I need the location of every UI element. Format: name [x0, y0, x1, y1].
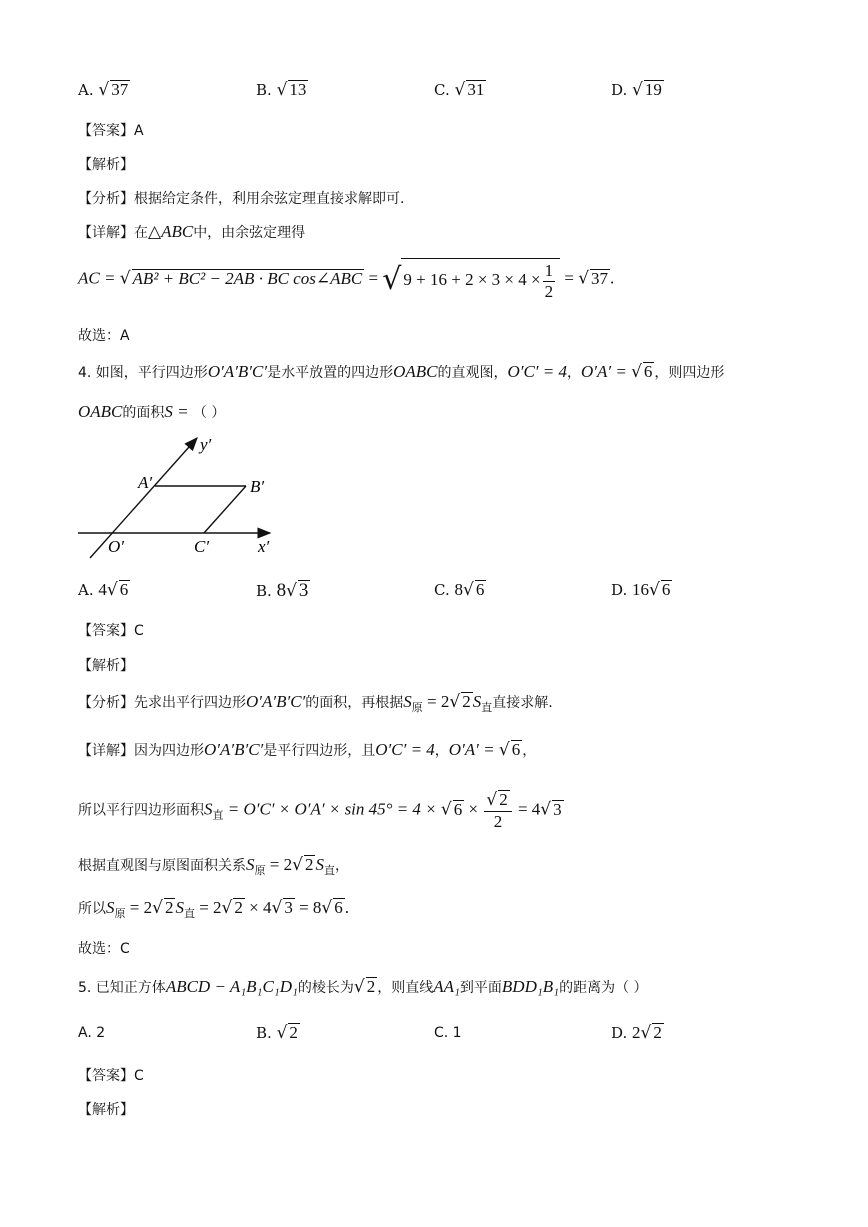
text: 的棱长为	[297, 980, 354, 996]
q4-answer: 【答案】C	[78, 623, 144, 639]
q5-option-c: C. 1	[434, 1025, 462, 1041]
q5-answer: 【答案】C	[78, 1068, 144, 1084]
sqrt-icon: √	[449, 692, 461, 712]
q3-choice: 故选：A	[78, 328, 130, 344]
sqrt-icon: √	[640, 1023, 652, 1043]
sqrt-icon: √	[292, 855, 303, 875]
q3-detail	[78, 222, 305, 242]
sqrt-icon: √	[106, 580, 118, 600]
math: O′A′ =	[581, 362, 632, 381]
math: S	[204, 799, 213, 819]
math: 2	[366, 977, 376, 996]
math: S	[175, 898, 184, 917]
option-value: 3	[298, 580, 309, 601]
math: O′C′ = 4	[507, 362, 567, 381]
q4-option-b	[256, 580, 310, 602]
math: = 2	[194, 898, 222, 917]
sqrt-icon: √	[578, 268, 590, 289]
label-x: x′	[258, 537, 270, 556]
option-label: D.	[611, 581, 628, 599]
option-label: C.	[434, 81, 450, 99]
denominator: 2	[544, 281, 554, 301]
math: 2	[304, 855, 314, 874]
equals: =	[364, 268, 383, 288]
sqrt-icon: √	[498, 740, 510, 760]
text: 【详解】因为四边形	[78, 743, 204, 759]
sqrt-icon: √	[454, 80, 466, 100]
edge-b-c	[204, 486, 246, 533]
text: ，则直线	[377, 980, 434, 996]
option-label: A.	[78, 81, 94, 99]
subscript: 原	[114, 906, 126, 920]
option-coef: 16	[632, 580, 650, 599]
math: 2	[164, 898, 174, 917]
text: ，	[567, 365, 581, 381]
text: 【详解】在	[78, 225, 148, 241]
math: O′A′B′C′	[207, 362, 268, 381]
subscript: 原	[254, 863, 266, 877]
text: 中，由余弦定理得	[193, 225, 306, 241]
sqrt-icon: √	[98, 80, 110, 100]
math: 3	[284, 898, 293, 917]
option-value: 6	[119, 580, 129, 599]
sqrt-icon: √	[152, 898, 163, 918]
text: ，	[522, 743, 537, 759]
math: 3	[553, 799, 562, 819]
q5-option-a: A. 2	[78, 1025, 106, 1041]
math: 6	[511, 740, 521, 759]
q4-figure	[70, 430, 290, 565]
sqrt-icon: √	[321, 898, 333, 918]
math: S =	[164, 402, 193, 421]
subscript: 直	[212, 808, 224, 822]
q4-area	[78, 790, 564, 831]
option-coef: 4	[98, 580, 107, 599]
math: O′C′ = 4	[375, 740, 435, 759]
option-value: 2	[289, 1023, 298, 1042]
math: S	[472, 692, 482, 711]
math: S	[106, 898, 115, 917]
sqrt-icon: √	[463, 580, 474, 600]
sqrt-icon: √	[649, 580, 660, 600]
option-value: 31	[467, 80, 485, 99]
denominator: 2	[493, 811, 503, 831]
text: ，	[434, 743, 449, 759]
q3-option-b	[256, 80, 308, 100]
label-o: O′	[108, 537, 124, 556]
math: ABCD − A₁B₁C₁D₁	[165, 977, 298, 996]
math: = 8	[294, 898, 322, 917]
math: 2	[462, 692, 471, 711]
option-value: 6	[475, 580, 485, 599]
sqrt-icon: √	[353, 977, 365, 997]
math: △ABC	[148, 222, 194, 241]
sqrt-icon: √	[221, 898, 233, 918]
q3-option-a	[78, 80, 130, 100]
math: = 4	[513, 799, 541, 819]
text: 5. 已知正方体	[78, 980, 166, 996]
q5-jiexi-heading: 【解析】	[78, 1102, 134, 1118]
formula-lhs: AC =	[78, 268, 120, 288]
q4-relation	[78, 855, 349, 878]
sqrt-icon: √	[382, 262, 402, 298]
option-label: B.	[256, 582, 272, 600]
text: 所以	[78, 901, 106, 917]
sqrt-icon: √	[486, 790, 498, 810]
fraction	[484, 790, 511, 831]
label-y: y′	[200, 435, 212, 454]
q4-detail	[78, 740, 536, 760]
label-b: B′	[250, 477, 265, 496]
equals: =	[560, 268, 579, 288]
option-value: 2	[653, 1023, 662, 1042]
math: ×	[464, 799, 483, 819]
sqrt-icon: √	[632, 80, 643, 100]
q4-jiexi-heading: 【解析】	[78, 658, 134, 674]
q4-option-a	[78, 580, 130, 600]
formula-radicand: AB² + BC² − 2AB · BC cos∠ABC	[132, 268, 363, 288]
math: = 2	[422, 692, 450, 711]
math: .	[344, 898, 349, 917]
math: BDD₁B₁	[501, 977, 560, 996]
text: 根据直观图与原图面积关系	[78, 858, 246, 874]
math: O′A′ =	[448, 740, 499, 759]
math: S	[403, 692, 412, 711]
math: AA₁	[433, 977, 460, 996]
subscript: 直	[323, 863, 335, 877]
text: 到平面	[459, 980, 502, 996]
text: 是平行四边形，且	[263, 743, 376, 759]
sqrt-icon: √	[119, 268, 131, 289]
math: 6	[453, 799, 463, 819]
label-c: C′	[194, 537, 210, 556]
formula-radicand-2	[401, 258, 560, 301]
sqrt-icon: √	[631, 362, 642, 382]
q3-analysis: 【分析】根据给定条件，利用余弦定理直接求解即可.	[78, 191, 405, 207]
result: 37	[591, 268, 609, 288]
math: = O′C′ × O′A′ × sin 45° = 4 ×	[223, 799, 441, 819]
text: 的面积，再根据	[305, 695, 404, 711]
math: OABC	[78, 402, 123, 421]
fraction	[543, 261, 556, 301]
q5-option-d	[611, 1023, 664, 1043]
option-label: C.	[434, 581, 450, 599]
label-a: A′	[138, 473, 153, 492]
text: ，	[334, 858, 349, 874]
sqrt-icon: √	[271, 898, 283, 918]
q3-option-c	[434, 80, 486, 100]
q4-choice: 故选：C	[78, 941, 130, 957]
option-value: 19	[644, 80, 662, 99]
sqrt-icon: √	[276, 1023, 288, 1043]
text: 的距离为（ ）	[559, 980, 648, 996]
text: 是水平放置的四边形	[267, 365, 394, 381]
math: S	[315, 855, 324, 874]
y-axis	[90, 438, 197, 558]
math: 2	[499, 790, 508, 809]
option-coef: 8	[276, 580, 287, 601]
math: OABC	[393, 362, 438, 381]
option-label: B.	[256, 81, 272, 99]
math: = 2	[265, 855, 293, 874]
q4-stem-line1	[78, 362, 724, 382]
math: S	[246, 855, 255, 874]
numerator: 1	[544, 261, 554, 280]
option-label: A.	[78, 581, 94, 599]
text: 的面积	[122, 405, 165, 421]
q4-option-c	[434, 580, 486, 600]
option-coef: 8	[454, 580, 463, 599]
sqrt-icon: √	[286, 581, 297, 601]
q3-answer: 【答案】A	[78, 123, 144, 139]
text: （ ）	[192, 405, 226, 421]
option-coef: 2	[632, 1023, 641, 1042]
q4-stem-line2	[78, 402, 225, 422]
subscript: 原	[411, 700, 423, 714]
text: 所以平行四边形面积	[78, 802, 204, 819]
subscript: 直	[183, 906, 195, 920]
q3-option-d	[611, 80, 664, 100]
q4-final	[78, 898, 349, 921]
text: ，则四边形	[654, 365, 725, 381]
math: 6	[334, 898, 343, 917]
sqrt-icon: √	[540, 799, 552, 820]
math: O′A′B′C′	[204, 740, 264, 759]
math: × 4	[244, 898, 272, 917]
numerator	[484, 790, 511, 812]
text: 的直观图，	[437, 365, 508, 381]
math: 2	[234, 898, 243, 917]
text: 【分析】先求出平行四边形	[78, 695, 246, 711]
option-value: 13	[289, 80, 307, 99]
subscript: 直	[481, 700, 493, 714]
sqrt-icon: √	[440, 799, 452, 820]
q3-formula	[78, 258, 614, 301]
period: .	[610, 268, 615, 288]
option-label: B.	[256, 1024, 272, 1042]
math: 6	[643, 362, 653, 381]
sqrt-icon: √	[276, 80, 288, 100]
option-value: 6	[661, 580, 671, 599]
text: 4. 如图，平行四边形	[78, 365, 208, 381]
q3-jiexi-heading: 【解析】	[78, 157, 134, 173]
q4-option-d	[611, 580, 672, 600]
option-label: D.	[611, 81, 628, 99]
text: 直接求解.	[492, 695, 553, 711]
option-value: 37	[111, 80, 129, 99]
q5-stem	[78, 977, 648, 997]
option-label: D.	[611, 1024, 628, 1042]
q5-option-b	[256, 1023, 300, 1043]
math: = 2	[125, 898, 153, 917]
formula-terms: 9 + 16 + 2 × 3 × 4 ×	[403, 270, 541, 290]
math: O′A′B′C′	[246, 692, 306, 711]
q4-analysis	[78, 692, 553, 715]
